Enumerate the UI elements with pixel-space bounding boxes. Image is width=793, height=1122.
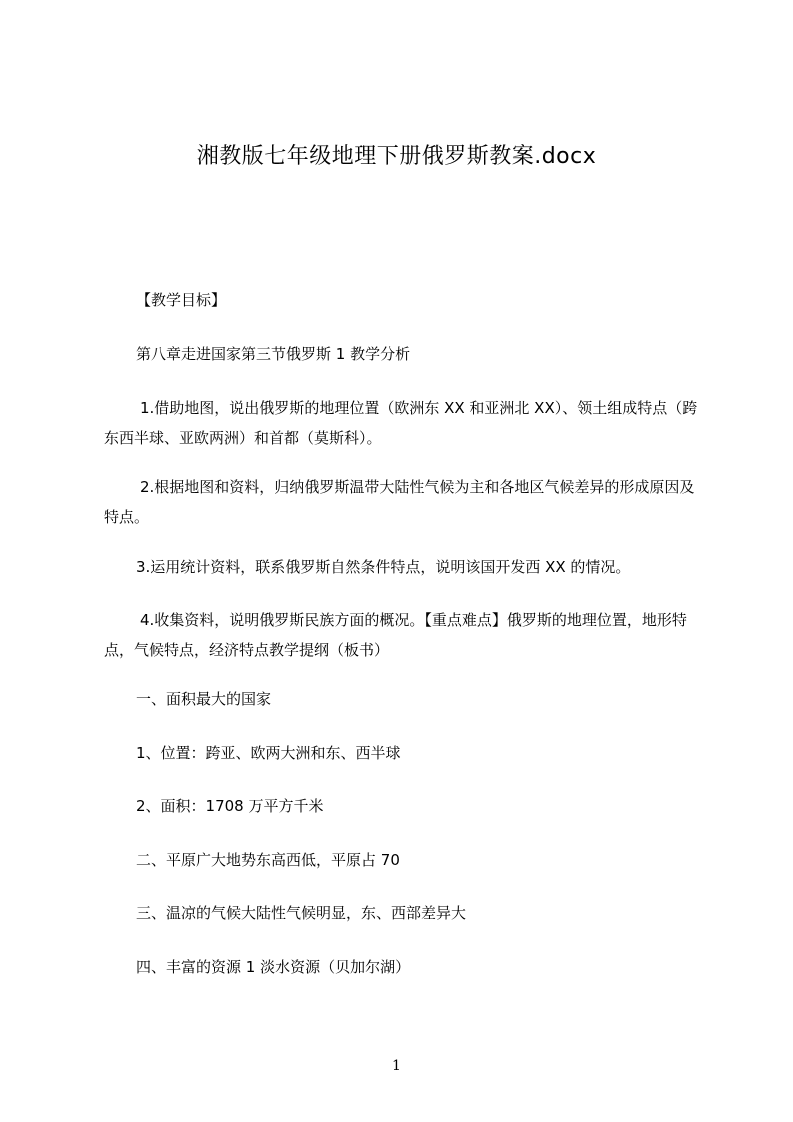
paragraph-section-3: 三、温凉的气候大陆性气候明显，东、西部差异大 [136,904,467,922]
document-title: 湘教版七年级地理下册俄罗斯教案.docx [196,144,597,169]
paragraph-teaching-objectives-heading: 【教学目标】 [136,291,227,309]
page-number: 1 [392,1058,401,1074]
paragraph-section-2: 二、平原广大地势东高西低，平原占 70 [136,851,400,869]
paragraph-objective-1: 1.借助地图，说出俄罗斯的地理位置（欧洲东 XX 和亚洲北 XX）、领土组成特点（跨东西半球、亚欧两洲）和首都（莫斯科）。 [104,399,698,447]
paragraph-area: 2、面积：1708 万平方千米 [136,797,324,815]
paragraph-section-1: 一、面积最大的国家 [136,690,272,708]
paragraph-chapter-heading: 第八章走进国家第三节俄罗斯 1 教学分析 [136,345,411,363]
paragraph-objective-3: 3.运用统计资料，联系俄罗斯自然条件特点，说明该国开发西 XX 的情况。 [136,558,631,576]
paragraph-objective-2: 2.根据地图和资料，归纳俄罗斯温带大陆性气候为主和各地区气候差异的形成原因及特点。 [104,478,695,526]
paragraph-location: 1、位置：跨亚、欧两大洲和东、西半球 [136,744,401,762]
paragraph-section-4: 四、丰富的资源 1 淡水资源（贝加尔湖） [136,958,411,976]
paragraph-objective-4: 4.收集资料，说明俄罗斯民族方面的概况。【重点难点】俄罗斯的地理位置，地形特点，气候特点，经济特点教学提纲（板书） [104,611,687,659]
